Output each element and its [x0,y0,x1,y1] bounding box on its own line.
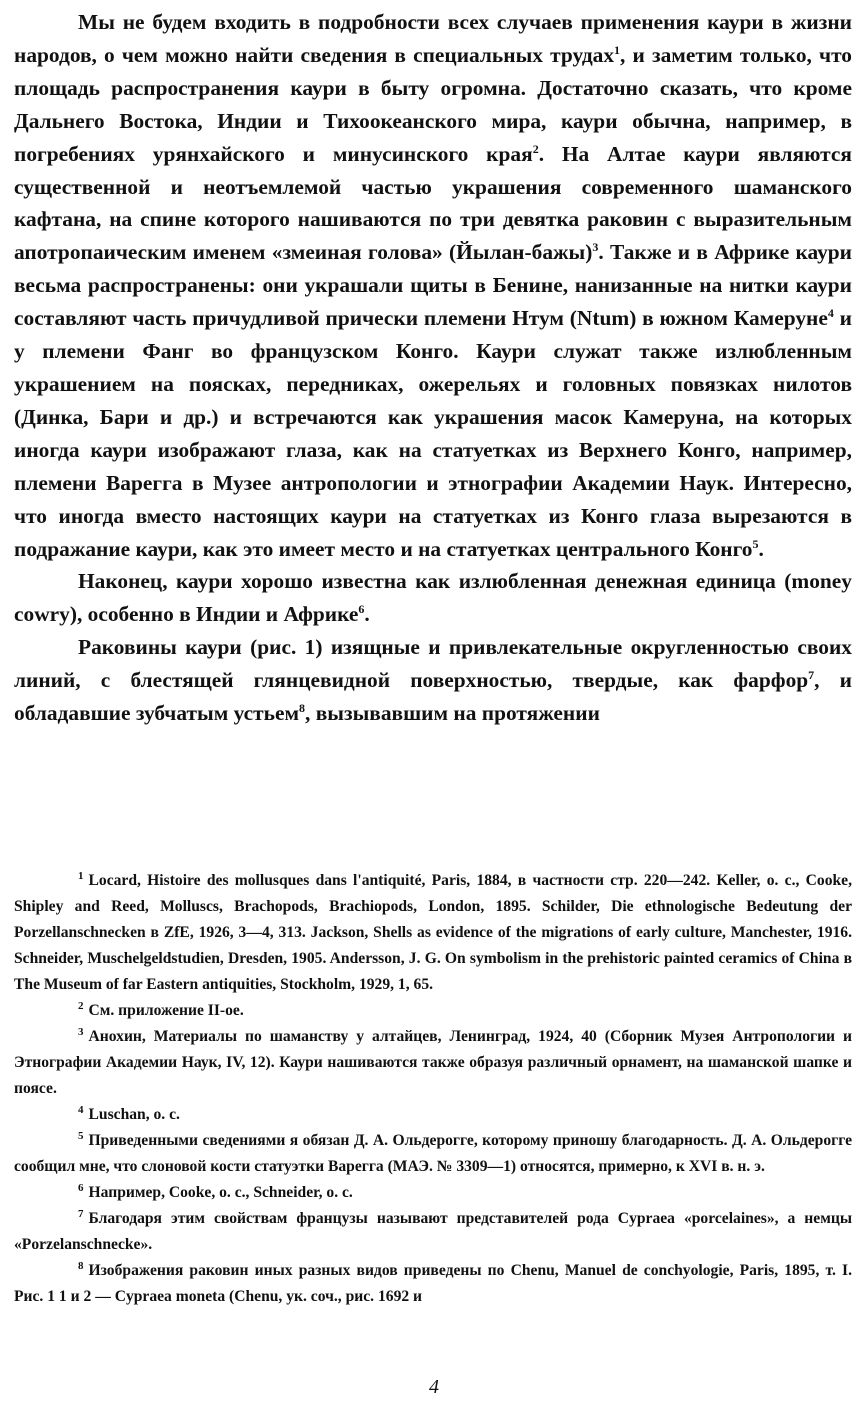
text-run: Мы не будем входить в подробности всех случаев применения каури в жизни народов, о чем можно найти сведения в специальных трудах [14,10,852,67]
footnote [14,1206,852,1258]
text-run: Раковины каури (рис. 1) изящные и привлекательные округленностью своих линий, с блестящей глянцевидной поверхностью, твердые, как фарфор [14,635,852,693]
footnote [14,868,852,998]
footnote-ref: 2 [532,141,539,156]
footnote-number: 3 [78,1025,84,1038]
text-run: и у племени Фанг во французском Конго. Каури служат также излюбленным украшением на поясках, передниках, ожерельях и головных повязках нилотов (Динка, Бари и др.) и встречаются как украшения масок Камеруна, на которых иногда каури изображают глаза, как на статуетках из Верхнего Конго, например, племени Варегга в Музее антропологии и этнографии Академии Наук. Интересно, что иногда вместо настоящих каури на статуетках из Конго глаза вырезаются в подражание каури, как это имеет место и на статуетках центрального Конго [14,306,852,561]
footnote-number: 8 [78,1259,84,1272]
main-text [14,6,852,730]
footnote-ref: 3 [592,240,599,255]
text-run: , и обладавшие зубчатым устьем [14,668,852,726]
text-run: , и заметим только, что площадь распространения каури в быту огромна. Достаточно сказать, что кроме Дальнего Востока, Индии и Тихоокеанского мира, каури обычна, например, в погребениях урянхайского и минусинского края [14,42,853,166]
footnote-number: 7 [78,1207,84,1220]
footnote-ref: 8 [299,700,306,715]
footnote-number: 4 [78,1103,84,1116]
page-number: 4 [429,1376,439,1398]
footnote-number: 5 [78,1129,84,1142]
footnote-text: Например, Cooke, o. c., Schneider, o. c. [88,1184,353,1201]
footnote [14,1180,852,1206]
text-run: . [364,602,370,627]
footnote-text: См. приложение II-ое. [88,1002,244,1019]
footnote-ref: 1 [614,42,621,57]
footnote-ref: 5 [752,536,759,551]
footnote-number: 1 [78,869,84,882]
footnote-text: Luschan, o. c. [88,1106,180,1123]
footnote-text: Locard, Histoire des mollusques dans l'antiquité, Paris, 1884, в частности стр. 220—242. Keller, o. c., Cooke, Shipley and Reed, Molluscs, Brachopods, Brachiopods, London, 1895. Schilder, Die ethnologische Bedeutung der Porzellanschnecken в ZfE, 1926, 3—4, 313. Jackson, Shells as evidence of the migrations of early culture, Manchester, 1916. Schneider, Muschelgeldstudien, Dresden, 1905. Andersson, J. G. On symbolism in the prehistoric painted ceramics of China в The Museum of far Eastern antiquities, Stockholm, 1929, 1, 65. [14,872,852,993]
footnote-number: 6 [78,1181,84,1194]
paragraph [14,565,852,631]
text-run: . Также и в Африке каури весьма распространены: они украшали щиты в Бенине, нанизанные на нитки каури составляют часть причудливой прически племени Нтум (Ntum) в южном Камеруне [14,240,853,331]
footnote [14,1024,852,1102]
footnote-ref: 7 [808,668,815,682]
paragraph [14,6,852,565]
footnote-text: Благодаря этим свойствам французы называют представителей рода Cypraea «porcelaines», а немцы «Porzelanschnecke». [14,1210,852,1253]
footnote [14,1102,852,1128]
text-run: Наконец, каури хорошо известна как излюбленная денежная единица (money cowry), особенно в Индии и Африке [14,569,852,627]
footnote-number: 2 [78,999,84,1012]
footnote [14,1258,852,1310]
footnote-text: Приведенными сведениями я обязан Д. А. Ольдерогге, которому приношу благодарность. Д. А. Ольдерогге сообщил мне, что слоновой кости статуэтки Варегга (МАЭ. № 3309—1) относятся, примерно, к XVI в. н. э. [14,1132,852,1175]
footnote-text: Анохин, Материалы по шаманству у алтайцев, Ленинград, 1924, 40 (Сборник Музея Антропологии и Этнографии Академии Наук, IV, 12). Каури нашиваются также образуя различный орнамент, на шаманской шапке и поясе. [14,1028,852,1097]
paragraph [14,631,852,730]
text-run: , вызывавшим на протяжении [305,701,600,726]
text-run: . На Алтае каури являются существенной и неотъемлемой частью украшения современного шаманского кафтана, на спине которого нашиваются по три девятка раковин с выразительным апотропаическим именем «змеиная голова» (Йылан-бажы) [14,141,852,265]
footnotes [14,868,852,1310]
footnote-ref: 6 [358,602,365,617]
footnote-ref: 4 [827,306,834,321]
text-run: . [758,536,764,561]
footnote [14,998,852,1024]
footnote [14,1128,852,1180]
footnote-text: Изображения раковин иных разных видов приведены по Chenu, Manuel de conchyologie, Paris, 1895, т. I. Рис. 1 1 и 2 — Cypraea moneta (Chenu, ук. соч., рис. 1692 и [14,1262,852,1305]
